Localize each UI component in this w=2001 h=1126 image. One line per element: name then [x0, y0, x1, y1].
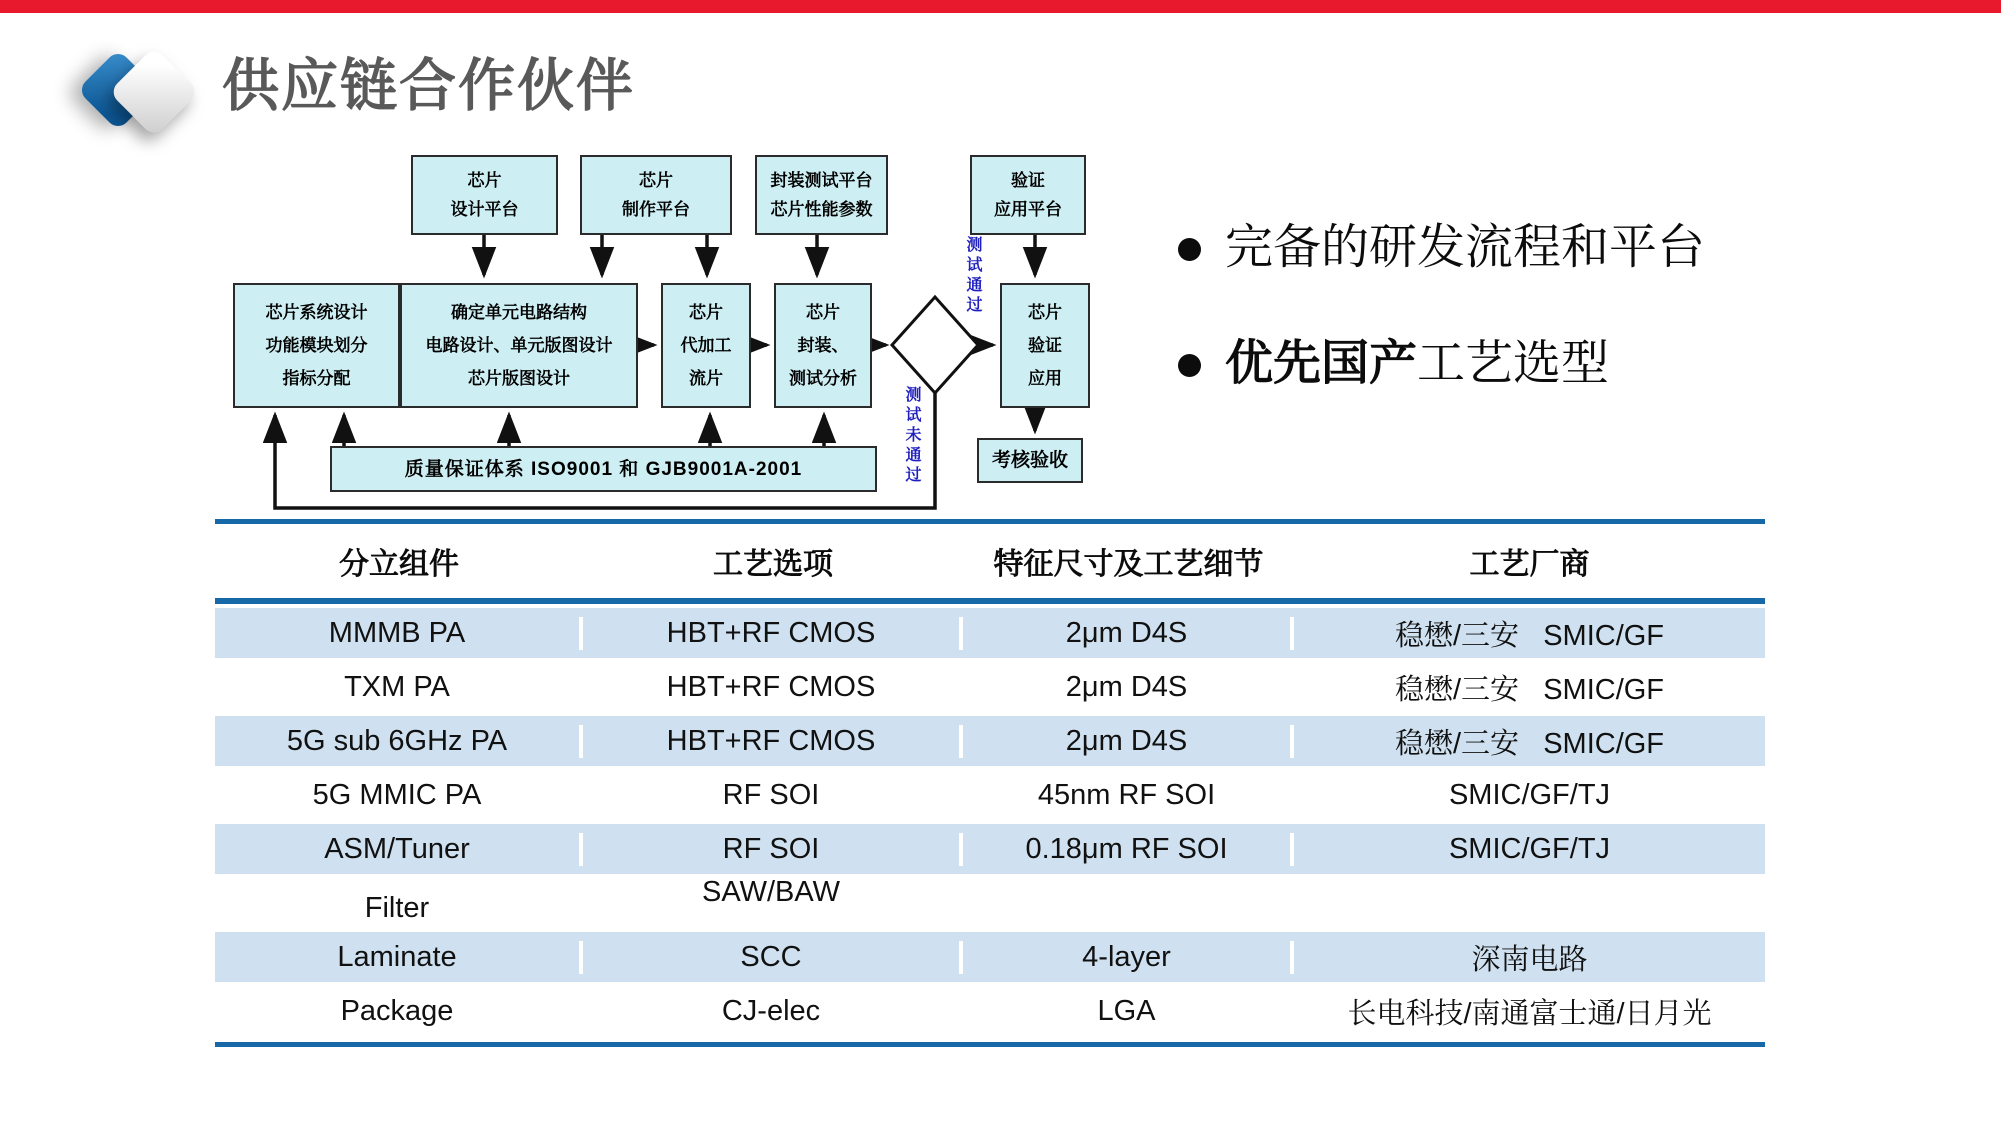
table-row: Filter SAW/BAW: [215, 878, 1765, 928]
table-row: TXM PA HBT+RF CMOS 2μm D4S 稳懋/三安 SMIC/GF: [215, 662, 1765, 712]
rd-flowchart: [215, 150, 1135, 522]
table-row: MMMB PA HBT+RF CMOS 2μm D4S 稳懋/三安 SMIC/GF: [215, 608, 1765, 658]
flow-box-circuit-design: 确定单元电路结构 电路设计、单元版图设计 芯片版图设计: [400, 283, 638, 408]
top-accent-bar: [0, 0, 2001, 13]
table-row: 5G MMIC PA RF SOI 45nm RF SOI SMIC/GF/TJ: [215, 770, 1765, 820]
header-process-option: 工艺选项: [713, 548, 833, 581]
bullet-dot-icon: [1178, 354, 1201, 377]
table-row: Laminate SCC 4-layer 深南电路: [215, 932, 1765, 982]
flow-box-system-design: 芯片系统设计 功能模块划分 指标分配: [233, 283, 400, 408]
flow-box-chip-design-platform: 芯片 设计平台: [411, 155, 558, 235]
bullet-dot-icon: [1178, 238, 1201, 261]
bullet-domestic-process: 优先国产工艺选型: [1178, 334, 1609, 394]
flow-box-verification-platform: 验证 应用平台: [970, 155, 1086, 235]
flow-box-package-test-platform: 封装测试平台 芯片性能参数: [755, 155, 888, 235]
table-row: ASM/Tuner RF SOI 0.18μm RF SOI SMIC/GF/TJ: [215, 824, 1765, 874]
bullet-rd-process: 完备的研发流程和平台: [1178, 218, 1705, 278]
flow-label-test-failed: 测试未通过: [903, 386, 920, 486]
flow-label-test-passed: 测试通过: [964, 236, 981, 316]
table-row: 5G sub 6GHz PA HBT+RF CMOS 2μm D4S 稳懋/三安 SMIC/GF: [215, 716, 1765, 766]
header-component: 分立组件: [339, 548, 459, 581]
flow-box-chip-verify-apply: 芯片 验证 应用: [1000, 283, 1090, 408]
header-vendor: 工艺厂商: [1469, 548, 1590, 581]
supplier-table: [215, 519, 1765, 1047]
header-feature-size: 特征尺寸及工艺细节: [993, 548, 1264, 581]
flow-box-acceptance: 考核验收: [977, 438, 1083, 483]
flow-box-foundry-tapeout: 芯片 代加工 流片: [661, 283, 751, 408]
flow-box-chip-fab-platform: 芯片 制作平台: [580, 155, 732, 235]
table-row: Package CJ-elec LGA 长电科技/南通富士通/日月光: [215, 986, 1765, 1036]
table-header-rule: [215, 598, 1765, 604]
page-title: 供应链合作伙伴: [222, 54, 635, 118]
flow-box-package-test-analysis: 芯片 封装、 测试分析: [774, 283, 872, 408]
table-bottom-rule: [215, 1042, 1765, 1047]
table-header-row: [215, 524, 1765, 598]
flow-box-quality-system: 质量保证体系 ISO9001 和 GJB9001A-2001: [330, 446, 877, 492]
